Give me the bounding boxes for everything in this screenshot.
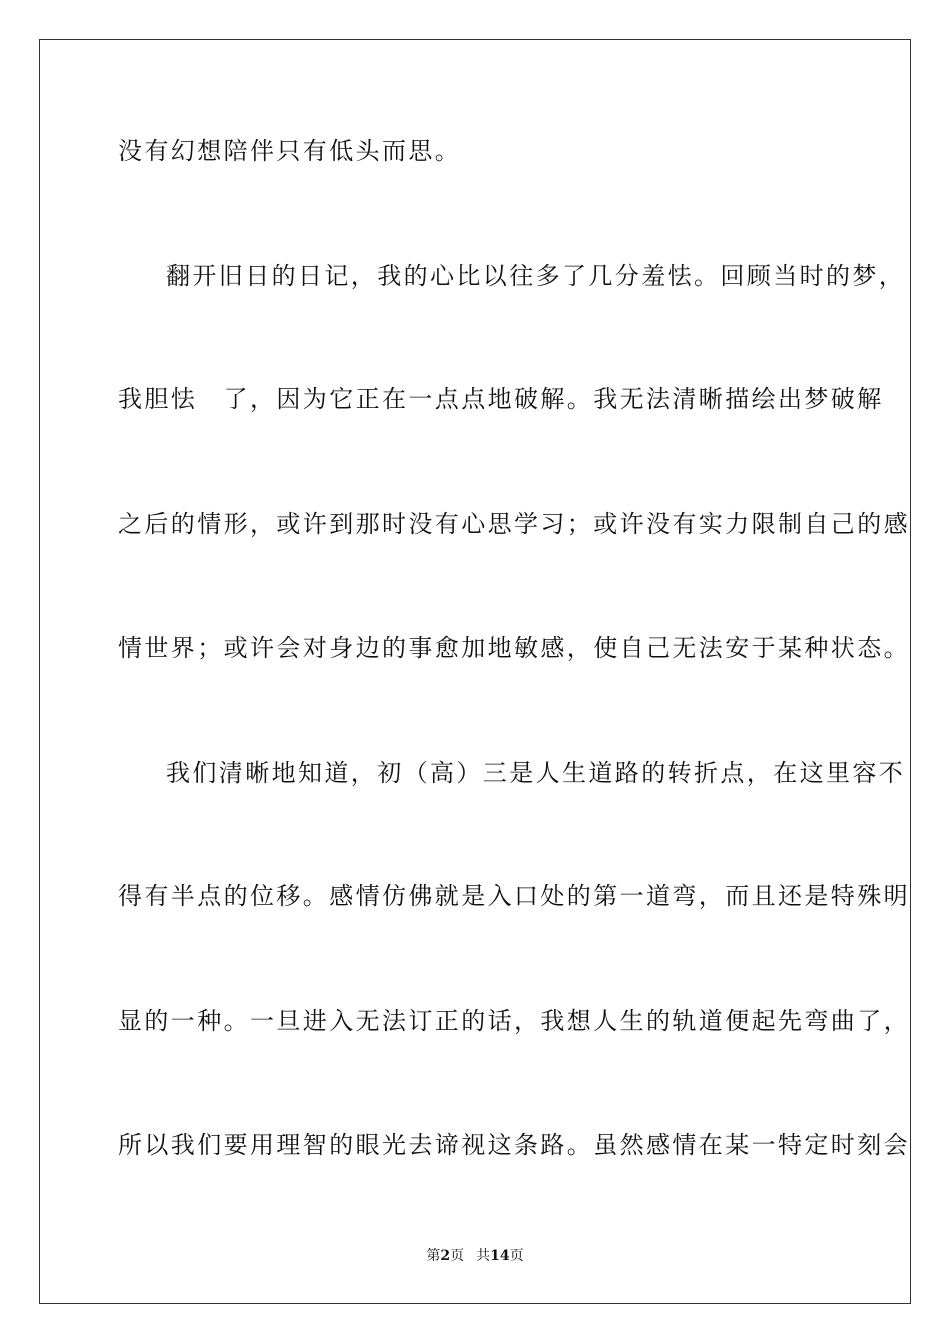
page-footer bbox=[0, 1246, 950, 1266]
page-label-suffix: 页 bbox=[450, 1248, 465, 1264]
text-line-7: 得有半点的位移。感情仿佛就是入口处的第一道弯，而且还是特殊明 bbox=[118, 882, 910, 910]
total-label-suffix: 页 bbox=[509, 1248, 524, 1264]
text-line-4: 之后的情形，或许到那时没有心思学习；或许没有实力限制自己的感 bbox=[118, 510, 910, 538]
text-line-1: 没有幻想陪伴只有低头而思。 bbox=[118, 137, 462, 165]
text-line-5: 情世界；或许会对身边的事愈加地敏感，使自己无法安于某种状态。 bbox=[118, 634, 910, 662]
text-line-3: 我胆怯 了，因为它正在一点点地破解。我无法清晰描绘出梦破解 bbox=[118, 385, 884, 413]
text-line-9: 所以我们要用理智的眼光去谛视这条路。虽然感情在某一特定时刻会 bbox=[118, 1131, 910, 1159]
text-line-8: 显的一种。一旦进入无法订正的话，我想人生的轨道便起先弯曲了， bbox=[118, 1007, 910, 1035]
text-line-2: 翻开旧日的日记，我的心比以往多了几分羞怯。回顾当时的梦， bbox=[166, 262, 906, 290]
page-border bbox=[39, 39, 911, 1304]
page-label-prefix: 第 bbox=[426, 1248, 441, 1264]
text-line-6: 我们清晰地知道，初（高）三是人生道路的转折点，在这里容不 bbox=[166, 759, 906, 787]
total-pages: 14 bbox=[490, 1248, 510, 1264]
total-label-prefix: 共 bbox=[476, 1248, 491, 1264]
page-number: 2 bbox=[440, 1248, 451, 1264]
